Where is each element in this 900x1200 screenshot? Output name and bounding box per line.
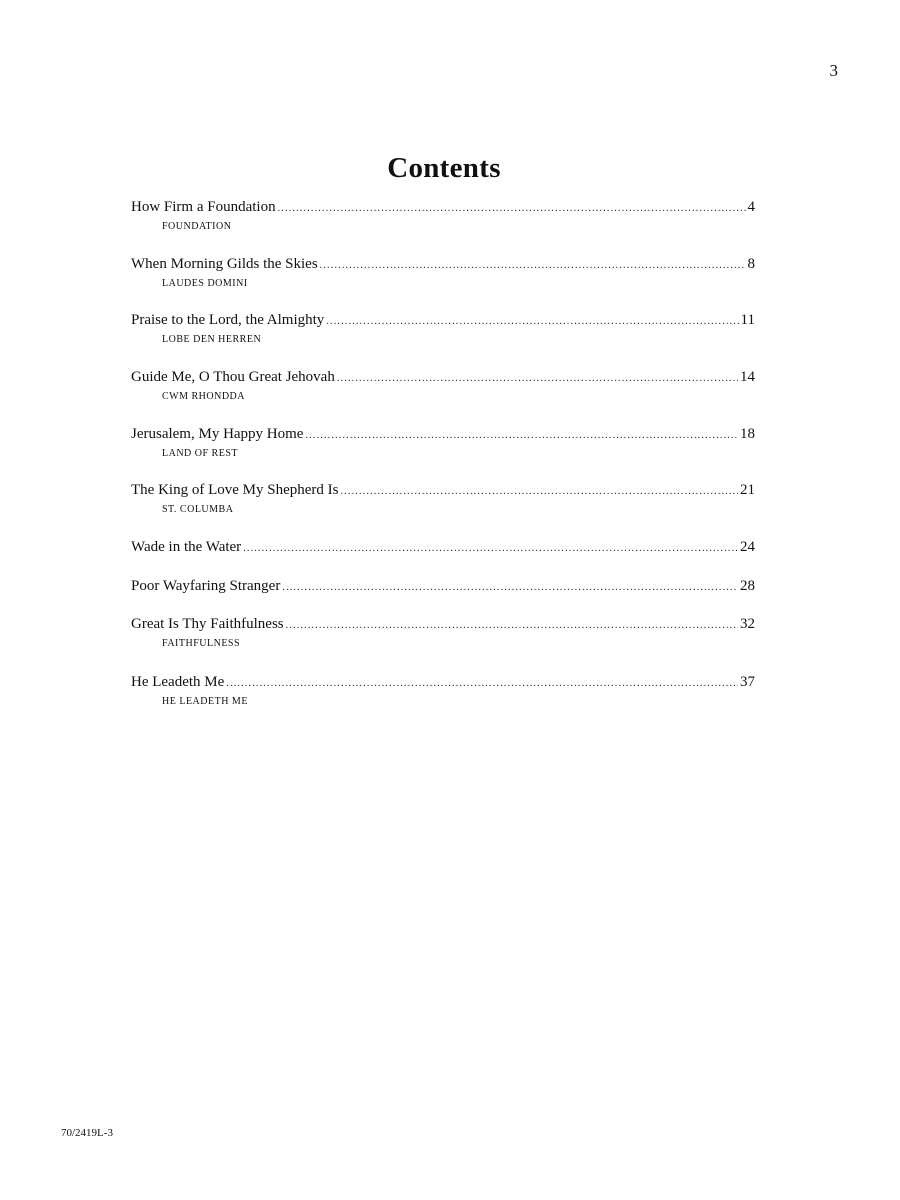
toc-entry-page: 18 [740,426,755,442]
toc-entry-page: 37 [740,674,755,690]
toc-entry [131,254,755,310]
dot-leader [305,426,738,446]
toc-entry-tune: FOUNDATION [162,221,232,232]
toc-entry-tune: LAND OF REST [162,448,239,459]
toc-entry-page: 28 [740,578,755,594]
toc-entry-page: 32 [740,616,755,632]
toc-entry-title: Guide Me, O Thou Great Jehovah [131,369,335,385]
table-of-contents [131,197,755,712]
toc-entry [131,672,755,712]
dot-leader [320,256,746,276]
dot-leader [340,482,738,502]
toc-entry [131,367,755,424]
toc-entry-title: Great Is Thy Faithfulness [131,616,284,632]
toc-entry [131,424,755,480]
toc-entry-page: 4 [747,199,755,215]
toc-entry-title: He Leadeth Me [131,674,225,690]
toc-entry-tune: HE LEADETH ME [162,696,248,707]
catalog-number: 70/2419L-3 [61,1127,113,1139]
toc-entry-tune: LOBE DEN HERREN [162,334,262,345]
toc-entry [131,310,755,367]
toc-entry [131,197,755,254]
toc-entry-page: 8 [747,256,755,272]
toc-entry-title: Jerusalem, My Happy Home [131,426,304,442]
dot-leader [243,539,738,559]
toc-entry-page: 11 [740,312,755,328]
dot-leader [337,369,738,389]
dot-leader [286,616,738,636]
toc-entry-page: 24 [740,539,755,555]
page-title: Contents [387,152,501,184]
page-number: 3 [829,61,838,80]
toc-entry-title: Wade in the Water [131,539,242,555]
toc-entry-title: Poor Wayfaring Stranger [131,578,281,594]
toc-entry-title: The King of Love My Shepherd Is [131,482,339,498]
dot-leader [282,578,738,598]
toc-entry-tune: LAUDES DOMINI [162,278,248,289]
toc-entry [131,537,755,576]
toc-entry [131,576,755,614]
toc-entry-page: 14 [740,369,755,385]
dot-leader [278,199,746,219]
toc-entry-tune: ST. COLUMBA [162,504,234,515]
toc-entry-page: 21 [740,482,755,498]
toc-entry-title: How Firm a Foundation [131,199,276,215]
toc-entry-tune: CWM RHONDDA [162,391,245,402]
dot-leader [226,674,738,694]
toc-entry-tune: FAITHFULNESS [162,638,241,649]
dot-leader [326,312,738,332]
toc-entry [131,480,755,537]
toc-entry [131,614,755,672]
toc-entry-title: Praise to the Lord, the Almighty [131,312,325,328]
toc-entry-title: When Morning Gilds the Skies [131,256,318,272]
